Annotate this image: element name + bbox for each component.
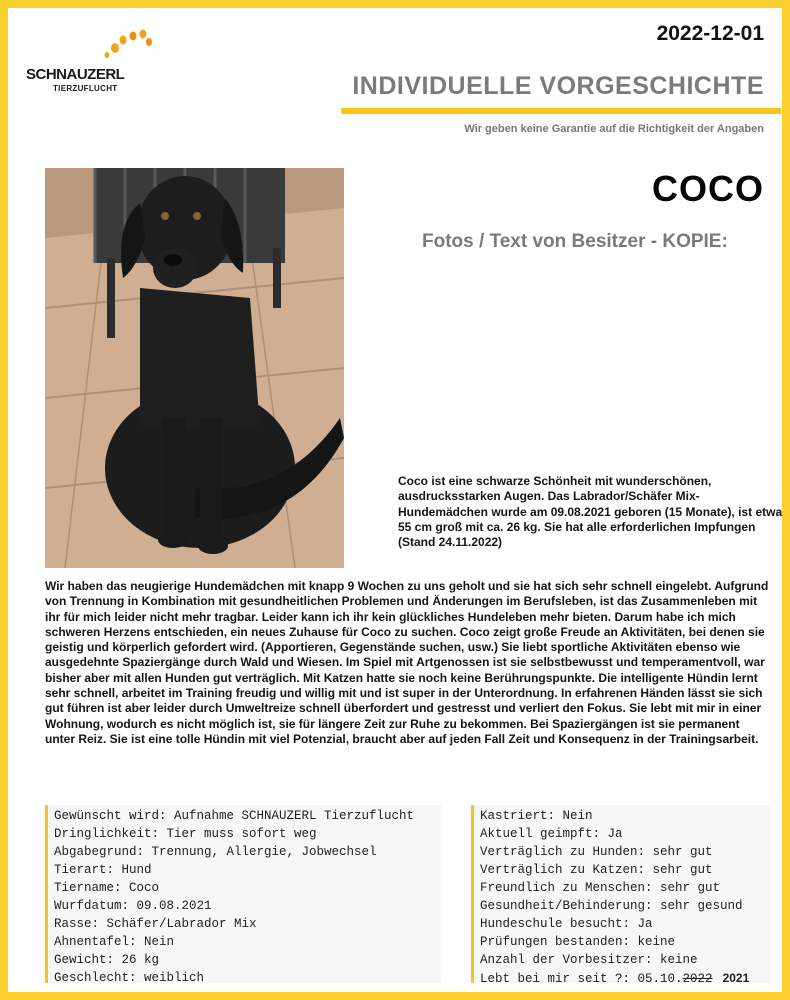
- info-box-left: [45, 805, 441, 983]
- info-box-right: [471, 805, 771, 986]
- corrected-year: 2021: [722, 971, 750, 985]
- struck-year: 2022: [682, 972, 713, 986]
- info-row-previous-owners: Anzahl der Vorbesitzer: keine: [480, 953, 698, 967]
- document-date: 2022-12-01: [656, 22, 764, 45]
- logo-subtitle: TIERZUFLUCHT: [53, 84, 118, 93]
- source-note: Fotos / Text von Besitzer - KOPIE:: [422, 231, 728, 252]
- dog-name-heading: COCO: [652, 168, 764, 209]
- paw-prints-icon: [103, 28, 155, 60]
- info-row-friendly-people: Freundlich zu Menschen: sehr gut: [480, 881, 721, 895]
- info-row-good-with-dogs: Verträglich zu Hunden: sehr gut: [480, 845, 713, 859]
- info-row-dog-school: Hundeschule besucht: Ja: [480, 917, 653, 931]
- info-row-vaccinated: Aktuell geimpft: Ja: [480, 827, 623, 841]
- schnauzerl-logo: [25, 28, 165, 93]
- info-row-exams: Prüfungen bestanden: keine: [480, 935, 676, 949]
- info-row-neutered: Kastriert: Nein: [480, 809, 593, 823]
- living-since-label: Lebt bei mir seit ?: 05.10.: [480, 972, 683, 986]
- logo-wordmark: SCHNAUZERL: [26, 66, 125, 83]
- story-text: Wir haben das neugierige Hundemädchen mit knapp 9 Wochen zu uns geholt und sie hat sich sehr schnell eingelebt. Aufgrund von Trennung in Kombination mit gesundheitlichen Problemen und Änderungen im Berufsleben, ist das Zusammenleben mit ihr für mich leider nicht mehr tragbar. Leider kann ich ihr kein glückliches Hundeleben mehr bieten. Darum habe ich mich schweren Herzens entschieden, ein neues Zuhause für Coco zu suchen. Coco zeigt große Freude an Aktivitäten, bei denen sie geistig und körperlich gefordert wird. (Apportieren, Gegenstände suchen, usw.) Sie liebt sportliche Aktivitäten ebenso wie ausgedehnte Spaziergänge durch Wald und Wiesen. Im Spiel mit Artgenossen ist sie selbstbewusst und temperamentvoll, war bisher aber mit allen Hunden gut verträglich. Mit Katzen hatte sie noch keine Berührungspunkte. Die intelligente Hündin lernt sehr schnell, arbeitet im Training freudig und willig mit und ist super in der Unterordnung. In erfahrenen Händen lässt sie sich gut führen ist aber leider durch Umweltreize schnell überfordert und gestresst und verliert den Fokus. Sie lebt mit mir in einer Wohnung, wodurch es nicht möglich ist, sie für längere Zeit zur Ruhe zu bekommen. Bei Spaziergängen ist sie permanent unter Reiz. Sie ist eine tolle Hündin mit viel Potenzial, braucht aber auf jeden Fall Zeit und Konsequenz in der Trainingsarbeit.: [45, 579, 769, 746]
- info-row-animal-name: Tiername: Coco: [54, 881, 160, 895]
- info-row-weight: Gewicht: 26 kg: [54, 953, 160, 967]
- disclaimer: Wir geben keine Garantie auf die Richtigkeit der Angaben: [464, 123, 764, 135]
- info-row-sex: Geschlecht: weiblich: [54, 971, 205, 985]
- info-row-species: Tierart: Hund: [54, 863, 152, 877]
- info-row-birth-date: Wurfdatum: 09.08.2021: [54, 899, 212, 913]
- short-description: Coco ist eine schwarze Schönheit mit wunderschönen, ausdrucksstarken Augen. Das Labrador/Schäfer Mix-Hundemädchen wurde am 09.08.2021 geboren (15 Monate), ist etwa 55 cm groß mit ca. 26 kg. Sie hat alle erforderlichen Impfungen (Stand 24.11.2022): [398, 474, 783, 550]
- info-row-good-with-cats: Verträglich zu Katzen: sehr gut: [480, 863, 713, 877]
- title-underline: [341, 108, 781, 114]
- info-row-urgency: Dringlichkeit: Tier muss sofort weg: [54, 827, 317, 841]
- info-row-wish: Gewünscht wird: Aufnahme SCHNAUZERL Tierzuflucht: [54, 809, 415, 823]
- info-row-breed: Rasse: Schäfer/Labrador Mix: [54, 917, 257, 931]
- info-row-pedigree: Ahnentafel: Nein: [54, 935, 175, 949]
- info-row-reason: Abgabegrund: Trennung, Allergie, Jobwechsel: [54, 845, 377, 859]
- page-title: INDIVIDUELLE VORGESCHICHTE: [352, 72, 764, 100]
- dog-photo-image: [45, 168, 344, 568]
- info-row-living-since: [480, 969, 771, 988]
- dog-photo: [45, 168, 344, 568]
- info-row-health: Gesundheit/Behinderung: sehr gesund: [480, 899, 743, 913]
